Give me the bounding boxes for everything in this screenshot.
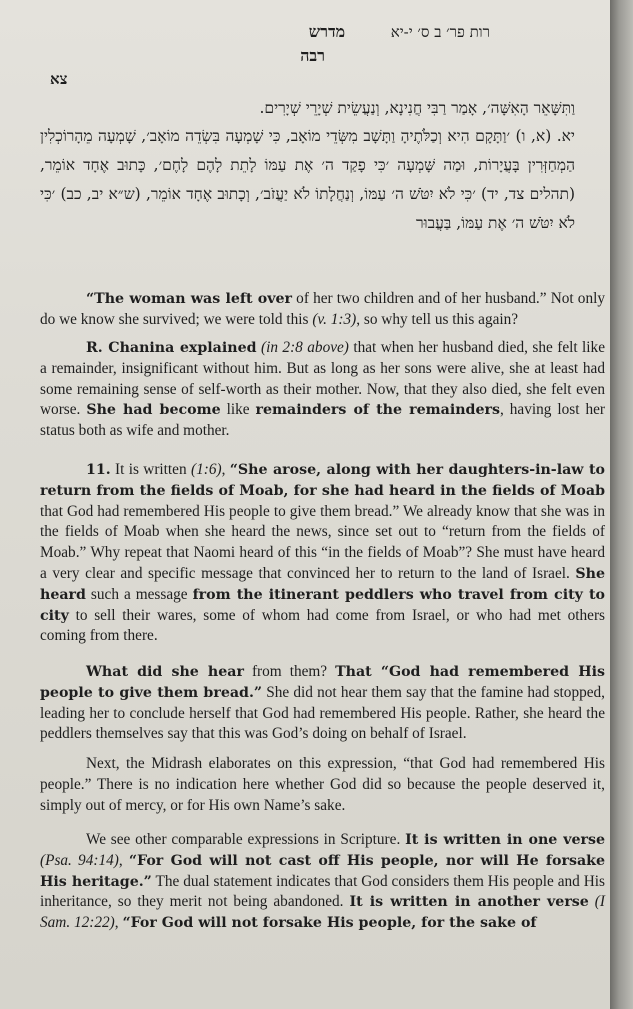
english-paragraph-6	[40, 830, 605, 934]
section-number: 11.	[86, 462, 111, 478]
text-span: We see other comparable expressions in Scripture.	[86, 831, 406, 848]
english-paragraph-4	[40, 662, 605, 745]
page-number: צא	[50, 70, 68, 88]
running-header	[309, 22, 490, 42]
text-span: like	[220, 401, 256, 419]
english-paragraph-3	[40, 460, 605, 647]
book-gutter	[610, 0, 633, 1009]
text-span: Next, the Midrash elaborates on this expression, “that God had remembered His people.” There is no indication here whether God did so because the people deserved it, simply out of mercy, or for His own Name’s sake.	[40, 755, 605, 814]
text-span: ,	[118, 851, 129, 869]
text-span: from them?	[243, 663, 336, 680]
english-paragraph-5	[40, 754, 605, 816]
bold-lemma: “For God will not cast off His people, nor will He forsake His heritage.”	[40, 852, 605, 890]
hebrew-paragraph-11: יא. (א, ו) ׳וַתָּקָם הִיא וְכַלֹּתֶיהָ וַתָּשָׁב מִשְּׂדֵי מוֹאָב, כִּי שָׁמְעָה בִּשְׂדֵה מוֹאָב׳, שָׁמְעָה מֵהָרוֹכְלִין הַמְחַזְּרִין בָּעֲיָרוֹת, וּמַה שָּׁמְעָה ׳כִּי פָקַד ה׳ אֶת עַמּוֹ לָתֵת לָהֶם לָחֶם׳, כָּתוּב אֶחָד אוֹמֵר, (תהלים צד, יד) ׳כִּי לֹא יִטֹּשׁ ה׳ עַמּוֹ, וְנַחֲלָתוֹ לֹא יַעֲזֹב׳, וְכָתוּב אֶחָד אוֹמֵר, (ש״א יב, כב) ׳כִּי לֹא יִטֹּשׁ ה׳ אֶת עַמּוֹ, בַּעֲבוּר	[40, 127, 575, 232]
bold-lemma: What did she hear	[86, 664, 244, 680]
bold-lemma: from the itinerant peddlers who travel from city to city	[40, 586, 605, 624]
bold-lemma: That “God had remembered His people to give them bread.”	[40, 664, 605, 701]
bold-lemma: She had become	[86, 402, 221, 419]
bold-lemma: R. Chanina explained	[86, 340, 257, 356]
text-span: , so why tell us this again?	[356, 310, 519, 328]
bold-lemma: It is written in one verse	[405, 832, 606, 848]
text-span: She did not hear them say that the famine had stopped, leading her to conclude herself that God had remembered His people. Rather, she heard the peddlers themselves say that this was God’s doing on behalf of Israel.	[40, 683, 606, 743]
bold-lemma: She heard	[40, 565, 605, 603]
bold-lemma: “The woman was left over	[86, 291, 293, 307]
english-paragraph-1	[40, 289, 605, 331]
text-span: , having lost her status both as wife and mother.	[40, 401, 605, 440]
bold-lemma: “She arose, along with her daughters-in-law to return from the fields of Moab, for she had heard in the fields of Moab	[40, 462, 605, 499]
text-span: to sell their wares, some of whom had come from Israel, or who had met others coming from there.	[40, 606, 605, 645]
bold-lemma: It is written in another verse	[349, 894, 589, 911]
bold-lemma: “For God will not forsake His people, for the sake of	[122, 915, 537, 932]
citation: (v. 1:3)	[312, 310, 357, 328]
text-span: that when her husband died, she felt like a remainder, insignificant without him. But as long as her sons were alive, she at least had some remaining sense of self-worth as their mother. Now, that they also died, she felt even worse.	[40, 339, 605, 419]
text-span: ,	[221, 461, 230, 478]
bold-lemma: remainders of the remainders	[255, 402, 500, 419]
text-span: such a message	[85, 585, 193, 603]
citation: (Psa. 94:14)	[40, 851, 119, 869]
hebrew-line: וַתִּשָּׁאֵר הָאִשָּׁה׳, אָמַר רַבִּי חֲנִינָא, וְנַעֲשֵׂית שְׁיָרֵי שְׁיָרִים.	[259, 99, 575, 117]
text-span: It is written	[110, 461, 191, 478]
text-span: The dual statement indicates that God considers them His people and His inheritance, so they merit not being abandoned.	[40, 872, 605, 911]
english-paragraph-2	[40, 338, 605, 442]
text-span: that God had remembered His people to give them bread.” We already know that she was in the fields of Moab when she heard the news, since set out to “return from the fields of Moab.” Why repeat that Naomi heard of this “in the fields of Moab”? She must have heard a very clear and specific message that convinced her to return to the land of Israel.	[40, 502, 605, 582]
header-title: מדרש	[308, 22, 346, 41]
text-span: of her two children and of her husband.” Not only do we know she survived; we were told this	[40, 290, 605, 328]
citation: (in 2:8 above)	[256, 339, 349, 356]
text-span: ,	[114, 914, 123, 932]
header-subtitle: רבה	[300, 46, 325, 65]
citation: (1:6)	[190, 461, 222, 478]
header-reference: רות פר׳ ב ס׳ י-יא	[390, 23, 490, 41]
citation: (I Sam. 12:22)	[40, 893, 605, 932]
